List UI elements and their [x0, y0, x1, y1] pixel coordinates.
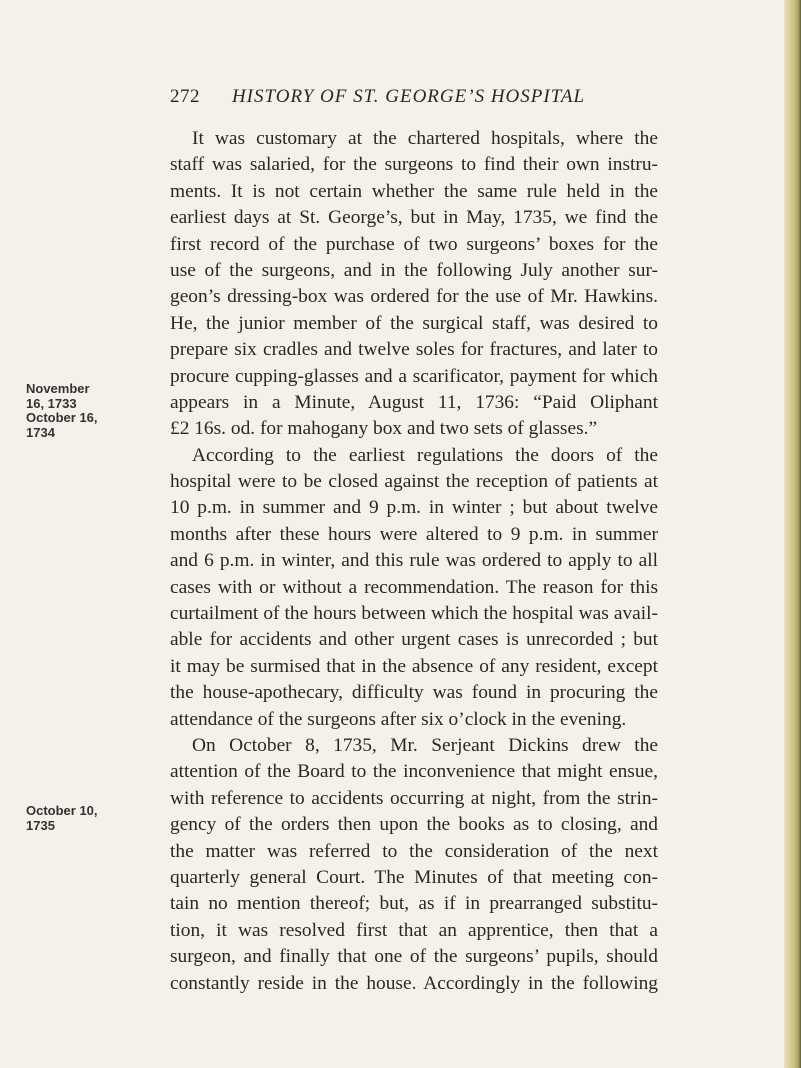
margin-note-line: October 16, [26, 410, 98, 425]
margin-note-dates-1733-1734 [26, 382, 146, 440]
margin-note-line: 1735 [26, 817, 55, 833]
page-edge-shadow [784, 0, 801, 1068]
text-line: the house-apothecary, difficulty was found in procuring the [170, 682, 658, 704]
text-line: On October 8, 1735, Mr. Serjeant Dickins drew the [192, 734, 658, 756]
page-number: 272 [170, 86, 200, 107]
body-text [170, 126, 658, 997]
text-line: months after these hours were altered to 9 p.m. in summer [170, 523, 658, 545]
text-line: attention of the Board to the inconvenience that might ensue, [170, 761, 658, 783]
text-line: first record of the purchase of two surgeons’ boxes for the [170, 233, 658, 255]
margin-note-line: October 10, [26, 803, 98, 818]
text-line: hospital were to be closed against the reception of patients at [170, 471, 658, 493]
text-line: attendance of the surgeons after six o’clock in the evening. [170, 708, 627, 730]
margin-note-line: 1734 [26, 424, 55, 440]
text-line: tion, it was resolved first that an apprentice, then that a [170, 919, 658, 941]
margin-note-line: November [26, 381, 90, 396]
text-line: tain no mention thereof; but, as if in prearranged substitu- [170, 893, 658, 915]
text-line: According to the earliest regulations the doors of the [192, 444, 658, 466]
margin-note-october-1735 [26, 804, 146, 833]
text-line: 10 p.m. in summer and 9 p.m. in winter ; but about twelve [170, 497, 658, 519]
text-line: able for accidents and other urgent cases is unrecorded ; but [170, 629, 658, 651]
text-line: procure cupping-glasses and a scarificator, payment for which [170, 365, 658, 387]
text-line: cases with or without a recommendation. The reason for this [170, 576, 658, 598]
text-line: constantly reside in the house. Accordingly in the following [170, 972, 658, 994]
text-line: geon’s dressing-box was ordered for the use of Mr. Hawkins. [170, 286, 658, 308]
text-line: earliest days at St. George’s, but in May, 1735, we find the [170, 207, 658, 229]
text-line: use of the surgeons, and in the following July another sur- [170, 259, 658, 281]
text-line: He, the junior member of the surgical staff, was desired to [170, 312, 658, 334]
text-line: with reference to accidents occurring at night, from the strin- [170, 787, 658, 809]
text-line: quarterly general Court. The Minutes of that meeting con- [170, 866, 658, 888]
text-line: appears in a Minute, August 11, 1736: “Paid Oliphant [170, 391, 658, 413]
margin-note-line: 16, 1733 [26, 395, 77, 411]
text-line: £2 16s. od. for mahogany box and two sets of glasses.” [170, 418, 598, 440]
text-line: it may be surmised that in the absence of any resident, except [170, 655, 658, 677]
text-line: It was customary at the chartered hospitals, where the [192, 128, 658, 149]
text-line: staff was salaried, for the surgeons to find their own instru- [170, 154, 658, 176]
text-line: gency of the orders then upon the books as to closing, and [170, 814, 658, 836]
text-line: surgeon, and finally that one of the surgeons’ pupils, should [170, 946, 658, 968]
text-line: curtailment of the hours between which the hospital was avail- [170, 603, 658, 625]
text-line: the matter was referred to the consideration of the next [170, 840, 658, 862]
text-line: ments. It is not certain whether the same rule held in the [170, 180, 658, 202]
running-title: HISTORY OF ST. GEORGE’S HOSPITAL [231, 86, 586, 107]
page-header [0, 86, 801, 116]
text-line: and 6 p.m. in winter, and this rule was ordered to apply to all [170, 550, 658, 572]
text-line: prepare six cradles and twelve soles for fractures, and later to [170, 339, 658, 361]
